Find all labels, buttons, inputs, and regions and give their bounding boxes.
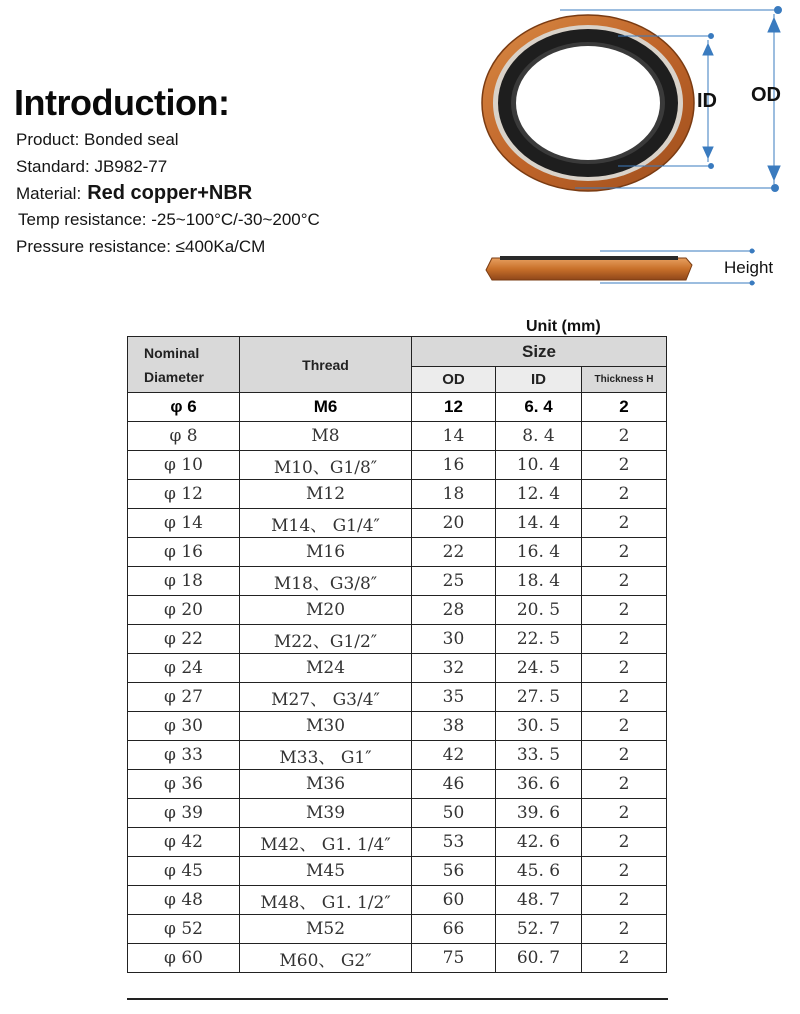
table-row [128, 770, 667, 799]
thickness-cell: 2 [582, 944, 667, 973]
header-od: OD [412, 367, 496, 393]
thread-cell: M27、 G3/4″ [240, 683, 412, 712]
od-cell: 53 [412, 828, 496, 857]
header-size: Size [412, 337, 667, 367]
thickness-cell: 2 [582, 799, 667, 828]
nominal-diameter-cell: φ 6 [128, 393, 240, 422]
id-cell: 24. 5 [496, 654, 582, 683]
thread-cell: M45 [240, 857, 412, 886]
nominal-diameter-cell: φ 12 [128, 480, 240, 509]
thickness-cell: 2 [582, 625, 667, 654]
od-cell: 46 [412, 770, 496, 799]
od-cell: 32 [412, 654, 496, 683]
header-nominal-diameter [128, 337, 240, 393]
table-row [128, 654, 667, 683]
id-cell: 60. 7 [496, 944, 582, 973]
thread-cell: M8 [240, 422, 412, 451]
nominal-diameter-cell: φ 20 [128, 596, 240, 625]
thread-cell: M18、G3/8″ [240, 567, 412, 596]
thickness-cell: 2 [582, 770, 667, 799]
seal-side-view [486, 256, 692, 280]
thread-cell: M10、G1/8″ [240, 451, 412, 480]
table-row [128, 596, 667, 625]
unit-label: Unit (mm) [526, 318, 601, 335]
thickness-cell: 2 [582, 741, 667, 770]
table-row [128, 944, 667, 973]
standard-line: Standard: JB982-77 [16, 157, 168, 176]
thread-cell: M22、G1/2″ [240, 625, 412, 654]
id-cell: 48. 7 [496, 886, 582, 915]
od-cell: 50 [412, 799, 496, 828]
thickness-cell: 2 [582, 828, 667, 857]
od-cell: 42 [412, 741, 496, 770]
od-cell: 14 [412, 422, 496, 451]
table-row [128, 741, 667, 770]
od-cell: 28 [412, 596, 496, 625]
table-row [128, 393, 667, 422]
od-cell: 18 [412, 480, 496, 509]
thickness-cell: 2 [582, 480, 667, 509]
header-nominal-line2: Diameter [144, 368, 204, 385]
od-cell: 20 [412, 509, 496, 538]
header-thickness: Thickness H [582, 367, 667, 393]
od-cell: 56 [412, 857, 496, 886]
thread-cell: M12 [240, 480, 412, 509]
od-cell: 30 [412, 625, 496, 654]
seal-top-view [482, 15, 694, 191]
thread-cell: M39 [240, 799, 412, 828]
table-row [128, 915, 667, 944]
id-cell: 30. 5 [496, 712, 582, 741]
material-label: Material: [16, 184, 82, 203]
id-cell: 42. 6 [496, 828, 582, 857]
thread-cell: M30 [240, 712, 412, 741]
table-row [128, 451, 667, 480]
material-value: Red copper+NBR [87, 182, 253, 204]
header-nominal-line1: Nominal [144, 344, 200, 361]
nominal-diameter-cell: φ 24 [128, 654, 240, 683]
id-cell: 6. 4 [496, 393, 582, 422]
od-cell: 22 [412, 538, 496, 567]
table-row [128, 480, 667, 509]
id-cell: 52. 7 [496, 915, 582, 944]
nominal-diameter-cell: φ 14 [128, 509, 240, 538]
table-row [128, 509, 667, 538]
intro-title: Introduction: [14, 82, 230, 123]
height-label: Height [724, 258, 774, 277]
thread-cell: M24 [240, 654, 412, 683]
od-cell: 75 [412, 944, 496, 973]
thickness-cell: 2 [582, 567, 667, 596]
nominal-diameter-cell: φ 52 [128, 915, 240, 944]
thickness-cell: 2 [582, 509, 667, 538]
id-cell: 33. 5 [496, 741, 582, 770]
id-label: ID [697, 90, 717, 112]
nominal-diameter-cell: φ 60 [128, 944, 240, 973]
thickness-cell: 2 [582, 712, 667, 741]
nominal-diameter-cell: φ 36 [128, 770, 240, 799]
od-cell: 60 [412, 886, 496, 915]
thread-cell: M33、 G1″ [240, 741, 412, 770]
thickness-cell: 2 [582, 915, 667, 944]
id-cell: 12. 4 [496, 480, 582, 509]
id-cell: 27. 5 [496, 683, 582, 712]
thread-cell: M60、 G2″ [240, 944, 412, 973]
id-cell: 18. 4 [496, 567, 582, 596]
thread-cell: M16 [240, 538, 412, 567]
nominal-diameter-cell: φ 45 [128, 857, 240, 886]
table-row [128, 422, 667, 451]
id-cell: 16. 4 [496, 538, 582, 567]
nominal-diameter-cell: φ 48 [128, 886, 240, 915]
thickness-cell: 2 [582, 393, 667, 422]
seal-diagram [0, 0, 800, 300]
thickness-cell: 2 [582, 538, 667, 567]
header-id: ID [496, 367, 582, 393]
product-line: Product: Bonded seal [16, 130, 179, 149]
thickness-cell: 2 [582, 654, 667, 683]
temp-line: Temp resistance: -25~100°C/-30~200°C [18, 210, 320, 229]
table-row [128, 712, 667, 741]
thickness-cell: 2 [582, 683, 667, 712]
id-cell: 39. 6 [496, 799, 582, 828]
thread-cell: M6 [240, 393, 412, 422]
thread-cell: M42、 G1. 1/4″ [240, 828, 412, 857]
od-cell: 25 [412, 567, 496, 596]
table-row [128, 799, 667, 828]
od-cell: 12 [412, 393, 496, 422]
od-cell: 35 [412, 683, 496, 712]
thread-cell: M14、 G1/4″ [240, 509, 412, 538]
table-row [128, 567, 667, 596]
id-cell: 36. 6 [496, 770, 582, 799]
table-row [128, 683, 667, 712]
nominal-diameter-cell: φ 33 [128, 741, 240, 770]
od-cell: 66 [412, 915, 496, 944]
table-row [128, 886, 667, 915]
nominal-diameter-cell: φ 30 [128, 712, 240, 741]
thread-cell: M36 [240, 770, 412, 799]
id-cell: 14. 4 [496, 509, 582, 538]
nominal-diameter-cell: φ 27 [128, 683, 240, 712]
size-table [127, 336, 667, 973]
table-row [128, 538, 667, 567]
nominal-diameter-cell: φ 10 [128, 451, 240, 480]
thickness-cell: 2 [582, 422, 667, 451]
thread-cell: M20 [240, 596, 412, 625]
nominal-diameter-cell: φ 18 [128, 567, 240, 596]
thickness-cell: 2 [582, 857, 667, 886]
nominal-diameter-cell: φ 16 [128, 538, 240, 567]
header-thread: Thread [240, 337, 412, 393]
thread-cell: M52 [240, 915, 412, 944]
table-row [128, 828, 667, 857]
id-cell: 45. 6 [496, 857, 582, 886]
nominal-diameter-cell: φ 22 [128, 625, 240, 654]
thread-cell: M48、 G1. 1/2″ [240, 886, 412, 915]
id-cell: 8. 4 [496, 422, 582, 451]
thickness-cell: 2 [582, 886, 667, 915]
od-label: OD [751, 84, 781, 106]
table-row [128, 857, 667, 886]
id-cell: 10. 4 [496, 451, 582, 480]
nominal-diameter-cell: φ 8 [128, 422, 240, 451]
thickness-cell: 2 [582, 451, 667, 480]
nominal-diameter-cell: φ 42 [128, 828, 240, 857]
table-bottom-rule [127, 998, 668, 1000]
id-cell: 20. 5 [496, 596, 582, 625]
pressure-line: Pressure resistance: ≤400Ka/CM [16, 237, 266, 256]
nominal-diameter-cell: φ 39 [128, 799, 240, 828]
od-cell: 38 [412, 712, 496, 741]
table-row [128, 625, 667, 654]
id-cell: 22. 5 [496, 625, 582, 654]
od-cell: 16 [412, 451, 496, 480]
thickness-cell: 2 [582, 596, 667, 625]
